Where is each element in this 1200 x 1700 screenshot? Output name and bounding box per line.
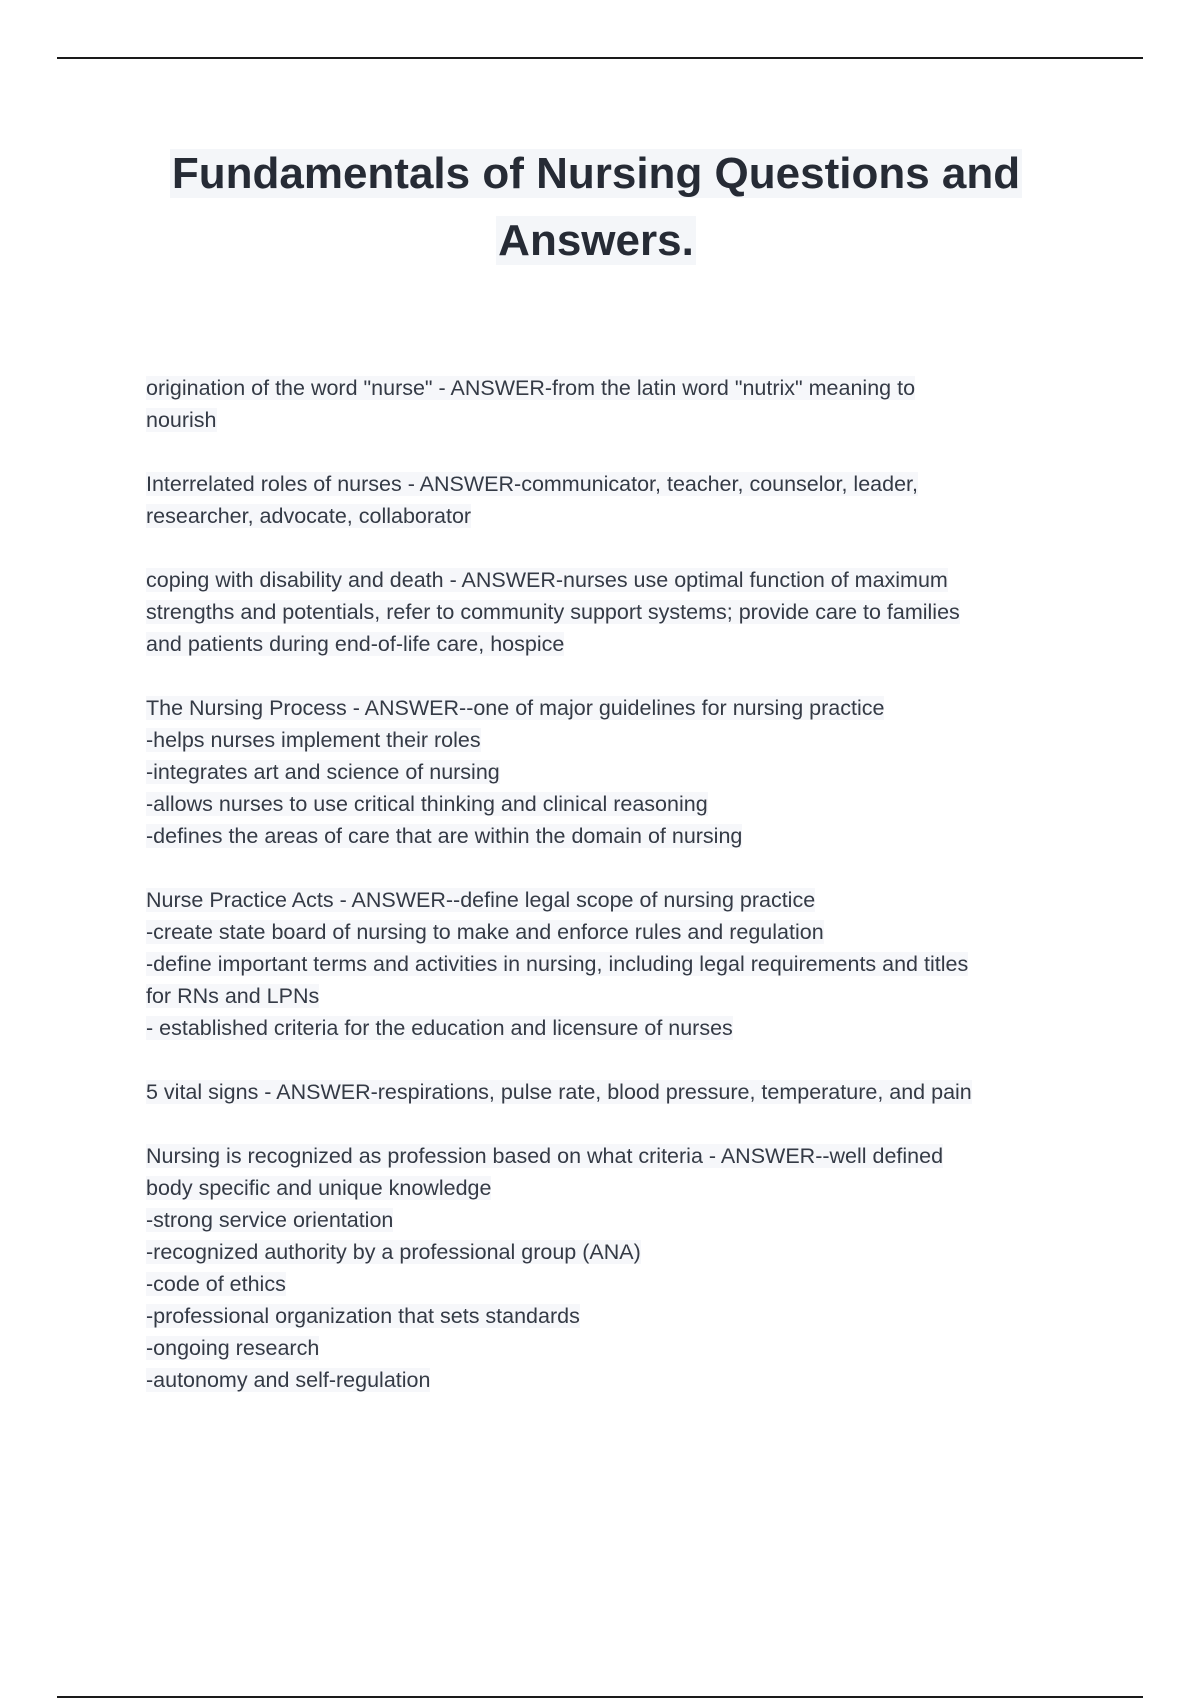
qa-line	[146, 1236, 1086, 1268]
qa-line-text: -defines the areas of care that are within the domain of nursing	[146, 824, 743, 848]
qa-line-text: -create state board of nursing to make and enforce rules and regulation	[146, 920, 824, 944]
qa-item	[146, 372, 1086, 436]
qa-line	[146, 948, 1086, 980]
qa-line	[146, 1364, 1086, 1396]
qa-line	[146, 724, 1086, 756]
qa-line-text: -define important terms and activities in nursing, including legal requirements and titles	[146, 952, 969, 976]
title-line-1: Fundamentals of Nursing Questions and	[171, 149, 1021, 198]
qa-line-text: -helps nurses implement their roles	[146, 728, 481, 752]
qa-line-text: -strong service orientation	[146, 1208, 394, 1232]
qa-line	[146, 1012, 1086, 1044]
qa-line-text: -autonomy and self-regulation	[146, 1368, 431, 1392]
qa-line	[146, 564, 1086, 596]
qa-line-text: -allows nurses to use critical thinking and clinical reasoning	[146, 792, 708, 816]
footer-rule	[57, 1696, 1143, 1698]
qa-line-text: and patients during end-of-life care, hospice	[146, 632, 565, 656]
qa-line-text: origination of the word "nurse" - ANSWER-from the latin word "nutrix" meaning to	[146, 376, 916, 400]
qa-line	[146, 788, 1086, 820]
qa-line-text: body specific and unique knowledge	[146, 1176, 492, 1200]
qa-item	[146, 564, 1086, 660]
qa-line-text: -recognized authority by a professional group (ANA)	[146, 1240, 641, 1264]
qa-line	[146, 500, 1086, 532]
qa-line-text: Nursing is recognized as profession based on what criteria - ANSWER--well defined	[146, 1144, 944, 1168]
qa-line-text: Nurse Practice Acts - ANSWER--define legal scope of nursing practice	[146, 888, 816, 912]
qa-item	[146, 1140, 1086, 1396]
qa-line	[146, 756, 1086, 788]
qa-line	[146, 916, 1086, 948]
qa-line-text: Interrelated roles of nurses - ANSWER-communicator, teacher, counselor, leader,	[146, 472, 918, 496]
qa-line	[146, 820, 1086, 852]
title-line-2: Answers.	[498, 216, 694, 265]
qa-line-text: strengths and potentials, refer to community support systems; provide care to families	[146, 600, 960, 624]
qa-line	[146, 1076, 1086, 1108]
qa-line	[146, 468, 1086, 500]
qa-line-text: nourish	[146, 408, 217, 432]
qa-line-text: -integrates art and science of nursing	[146, 760, 500, 784]
qa-line-text: researcher, advocate, collaborator	[146, 504, 472, 528]
qa-line	[146, 692, 1086, 724]
qa-line-text: - established criteria for the education and licensure of nurses	[146, 1016, 733, 1040]
qa-line	[146, 884, 1086, 916]
qa-item	[146, 884, 1086, 1044]
qa-line	[146, 1300, 1086, 1332]
qa-line-text: coping with disability and death - ANSWER-nurses use optimal function of maximum	[146, 568, 948, 592]
document-title	[146, 140, 1046, 274]
qa-list	[146, 372, 1086, 1428]
qa-line	[146, 404, 1086, 436]
qa-line-text: for RNs and LPNs	[146, 984, 320, 1008]
qa-line	[146, 1268, 1086, 1300]
qa-line-text: The Nursing Process - ANSWER--one of major guidelines for nursing practice	[146, 696, 885, 720]
qa-item	[146, 1076, 1086, 1108]
qa-line	[146, 1140, 1086, 1172]
qa-line-text: -ongoing research	[146, 1336, 320, 1360]
qa-item	[146, 468, 1086, 532]
qa-line-text: -professional organization that sets standards	[146, 1304, 580, 1328]
qa-line	[146, 628, 1086, 660]
qa-line-text: -code of ethics	[146, 1272, 286, 1296]
qa-item	[146, 692, 1086, 852]
qa-line	[146, 1204, 1086, 1236]
qa-line-text: 5 vital signs - ANSWER-respirations, pulse rate, blood pressure, temperature, and pain	[146, 1080, 972, 1104]
qa-line	[146, 980, 1086, 1012]
qa-line	[146, 596, 1086, 628]
header-rule	[57, 57, 1143, 59]
qa-line	[146, 1172, 1086, 1204]
qa-line	[146, 1332, 1086, 1364]
qa-line	[146, 372, 1086, 404]
